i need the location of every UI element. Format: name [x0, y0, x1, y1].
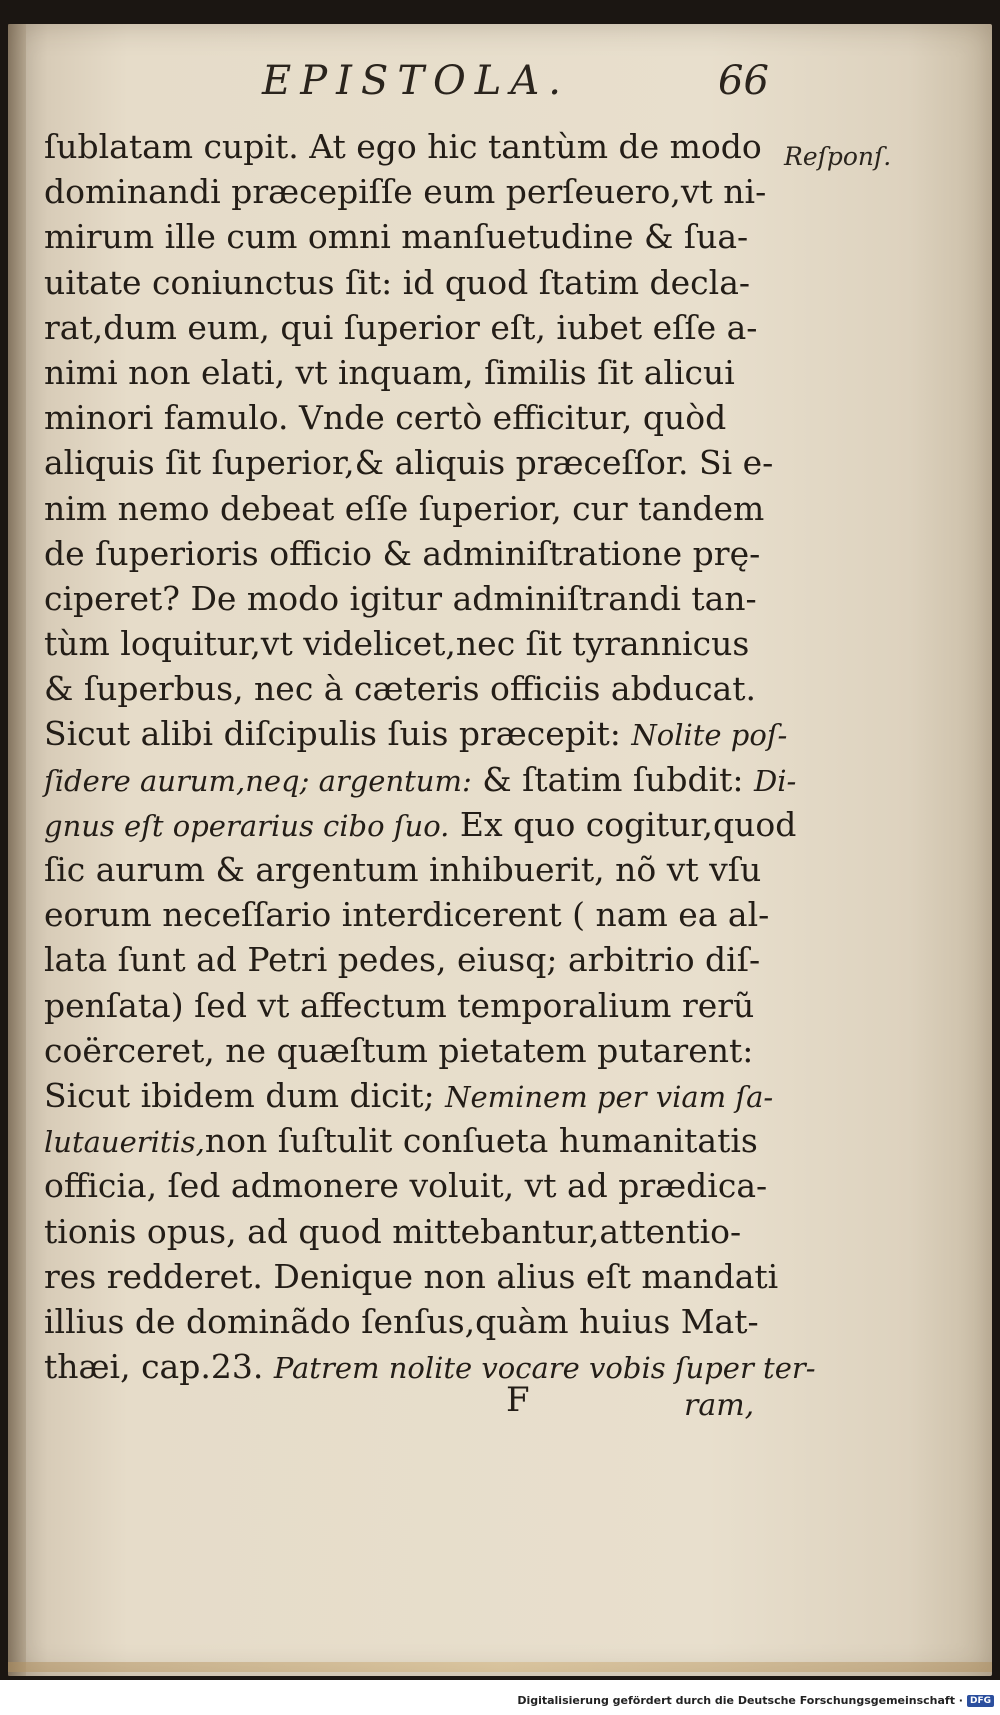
text-segment: coërceret, ne quæſtum pietatem putarent: — [44, 1030, 754, 1070]
text-line — [44, 802, 797, 847]
text-segment: illius de dominãdo ſenſus,quàm huius Mat- — [44, 1301, 759, 1341]
text-segment: ſublatam cupit. At ego hic tantùm de modo — [44, 127, 762, 166]
body-text — [44, 124, 816, 1389]
text-segment: penſata) ſed vt affectum temporalium rerũ — [44, 985, 755, 1025]
text-line — [44, 666, 760, 711]
catchword: ram, — [684, 1388, 755, 1423]
italic-quotation: Di- — [754, 763, 797, 798]
text-segment: lata ſunt ad Petri pedes, eiusq; arbitrio diſ- — [44, 940, 761, 980]
text-line — [44, 847, 760, 892]
text-line — [44, 711, 788, 756]
text-segment: ſic aurum & argentum inhibuerit, nõ vt vſu — [44, 850, 762, 889]
page-header — [0, 58, 1000, 108]
italic-quotation: gnus eſt operarius cibo ſuo. — [44, 808, 450, 843]
italic-quotation: Nolite poſ- — [631, 718, 788, 753]
text-line — [44, 486, 765, 531]
text-segment: tionis opus, ad quod mittebantur,attentio- — [44, 1211, 742, 1251]
text-segment: de ſuperioris officio & adminiſtratione prę- — [44, 533, 761, 573]
italic-quotation: Patrem nolite vocare vobis ſuper ter- — [273, 1351, 816, 1386]
digitization-credit — [517, 1694, 994, 1707]
page-gutter-shadow — [8, 24, 26, 1676]
text-segment: rat,dum eum, qui ſuperior eſt, iubet eſſe a- — [44, 307, 758, 347]
text-segment: dominandi præcepiſſe eum perſeuero,vt ni- — [44, 172, 767, 212]
text-segment: Sicut ibidem dum dicit; — [44, 1075, 446, 1115]
text-segment: res redderet. Denique non alius eſt mandati — [44, 1256, 779, 1296]
text-segment: eorum neceſſario interdicerent ( nam ea al- — [44, 895, 770, 935]
signature-mark: F — [506, 1380, 530, 1420]
text-segment: Ex quo cogitur,quod — [449, 804, 797, 844]
text-segment: nim nemo debeat eſſe ſuperior, cur tandem — [44, 488, 765, 528]
text-segment: & ſuperbus, nec à cæteris officiis abducat. — [44, 669, 756, 709]
page-number: 66 — [718, 58, 769, 104]
text-line — [44, 260, 760, 305]
italic-quotation: lutaueritis, — [44, 1125, 205, 1160]
text-segment: officia, ſed admonere voluit, vt ad prædica- — [44, 1166, 768, 1206]
text-line — [44, 214, 760, 259]
text-line — [44, 937, 760, 982]
text-segment: & ſtatim ſubdit: — [471, 759, 754, 799]
text-line — [44, 1028, 760, 1073]
text-line — [44, 757, 797, 802]
dfg-logo: DFG — [967, 1695, 994, 1707]
text-line — [44, 1254, 779, 1299]
text-line — [44, 576, 760, 621]
credit-text: Digitalisierung gefördert durch die Deutsche Forschungsgemeinschaft · — [517, 1694, 963, 1707]
text-line — [44, 892, 770, 937]
text-line — [44, 395, 760, 440]
page-bottom-edge — [8, 1662, 992, 1672]
text-line — [44, 350, 760, 395]
text-segment: mirum ille cum omni manſuetudine & ſua- — [44, 217, 749, 257]
text-line — [44, 1209, 760, 1254]
text-line — [44, 1344, 816, 1389]
text-line — [44, 1163, 768, 1208]
text-segment: Sicut alibi diſcipulis ſuis præcepit: — [44, 714, 632, 754]
text-line — [44, 124, 760, 169]
text-line — [44, 1073, 774, 1118]
text-line — [44, 169, 767, 214]
text-line — [44, 621, 760, 666]
text-line — [44, 1118, 760, 1163]
text-segment: aliquis ſit ſuperior,& aliquis præceſſor. Si e- — [44, 443, 774, 483]
text-segment: ciperet? De modo igitur adminiſtrandi tan- — [44, 578, 757, 618]
text-line — [44, 531, 760, 576]
text-segment: minori famulo. Vnde certò efficitur, quòd — [44, 398, 727, 438]
text-segment: nimi non elati, vt inquam, ſimilis ſit alicui — [44, 352, 735, 392]
text-segment: thæi, cap.23. — [44, 1347, 274, 1387]
italic-quotation: Neminem per viam ſa- — [445, 1079, 774, 1114]
text-segment: non ſuſtulit conſueta humanitatis — [204, 1121, 758, 1161]
text-line — [44, 305, 760, 350]
italic-quotation: ſidere aurum,neq; argentum: — [44, 763, 472, 798]
text-segment: tùm loquitur,vt videlicet,nec ſit tyrannicus — [44, 624, 750, 664]
margin-note: Reſponſ. — [784, 142, 892, 171]
text-line — [44, 1299, 760, 1344]
text-line — [44, 983, 760, 1028]
running-head: EPISTOLA. — [262, 58, 570, 104]
text-line — [44, 440, 774, 485]
text-segment: uitate coniunctus ſit: id quod ſtatim decla- — [44, 262, 751, 302]
